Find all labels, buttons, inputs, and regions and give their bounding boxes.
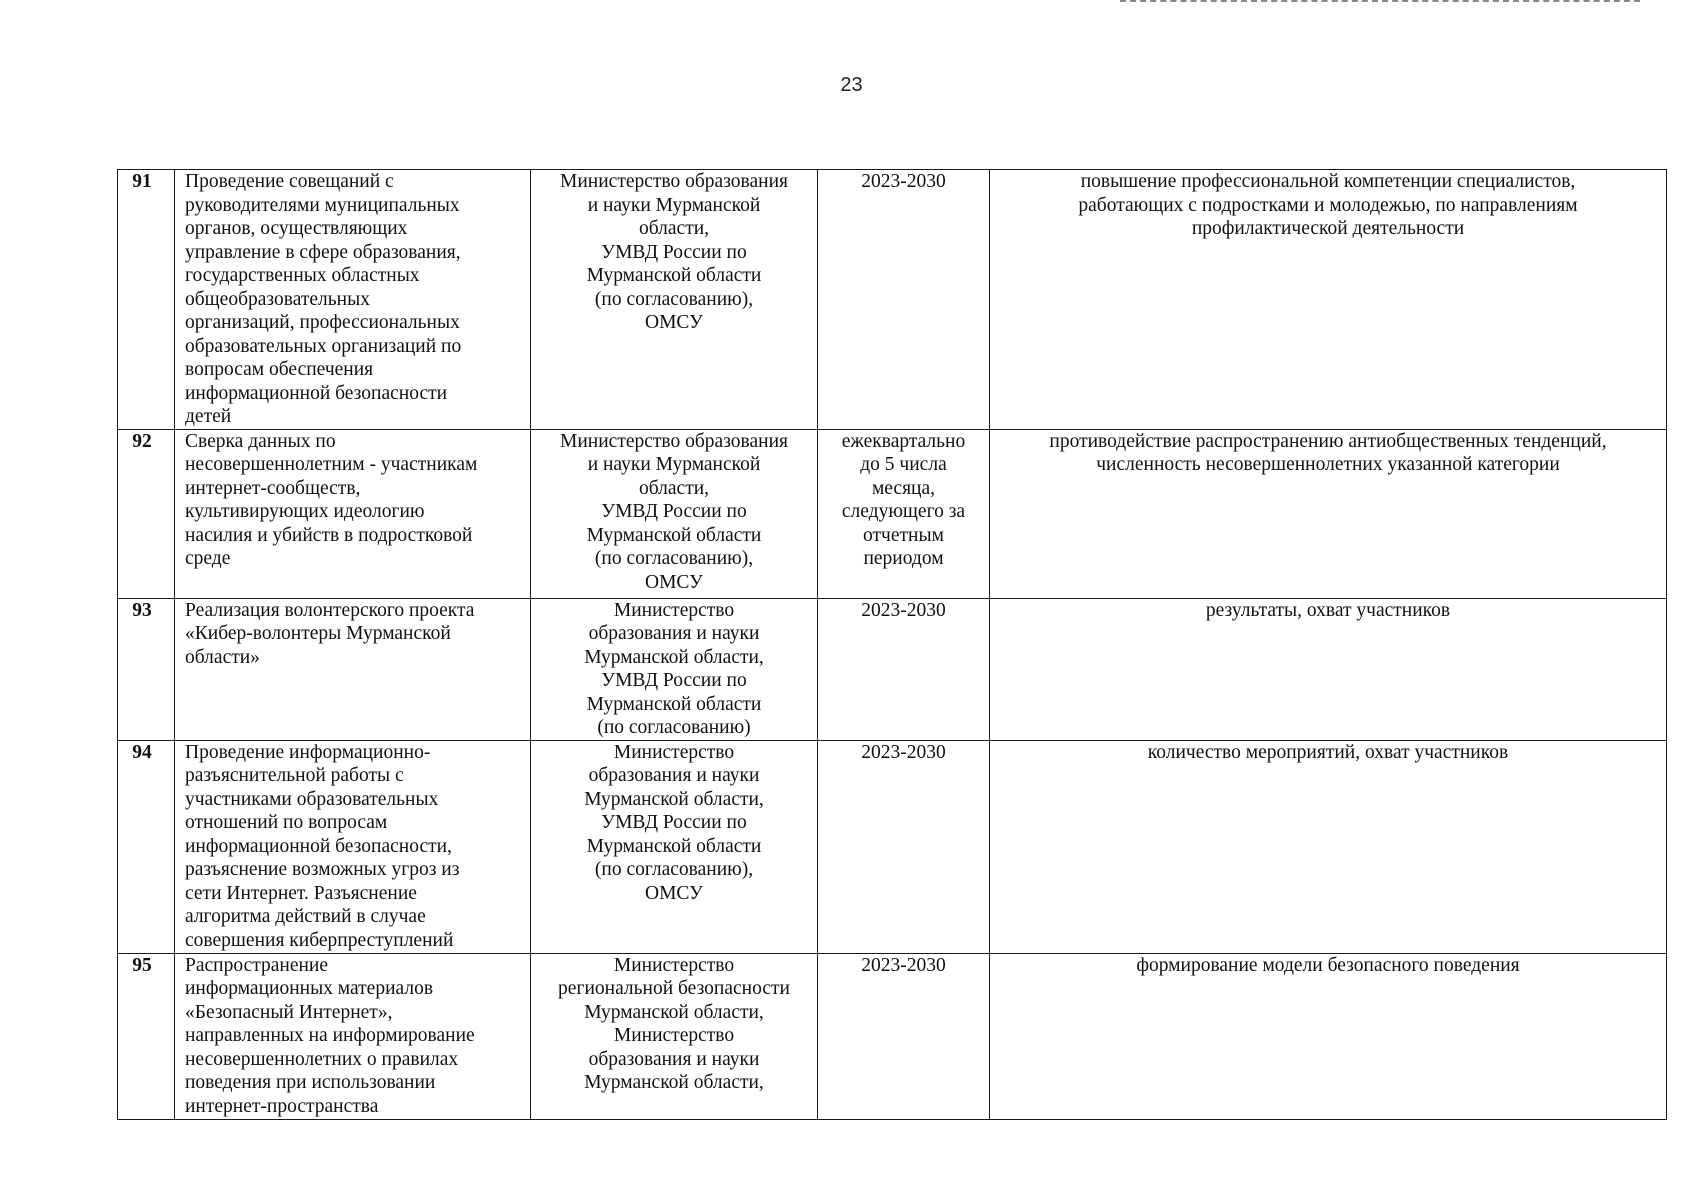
responsible-cell [531, 740, 818, 953]
result-cell [990, 953, 1667, 1119]
term-cell [818, 170, 990, 430]
result-cell [990, 740, 1667, 953]
event-text: Реализация волонтерского проекта «Кибер-волонтеры Мурманской области» [185, 599, 475, 668]
result-text: повышение профессиональной компетенции специалистов, работающих с подростками и молодежью, по направлениям профилактической деятельности [1078, 171, 1578, 239]
responsible-cell [531, 170, 818, 430]
term-text: 2023-2030 [861, 171, 946, 192]
responsible-text: Министерство образования и науки Мурманской области, УМВД России по Мурманской области (по согласованию) [584, 599, 764, 738]
result-text: формирование модели безопасного поведения [1136, 954, 1520, 976]
term-cell [818, 953, 990, 1119]
result-text: количество мероприятий, охват участников [1147, 741, 1509, 763]
scan-top-edge-mark [1120, 0, 1640, 5]
table-row [118, 740, 1667, 953]
event-text: Проведение совещаний с руководителями муниципальных органов, осуществляющих управление в сфере образования, государственных областных общеобразовательных организаций, профессиональных образовательных организаций по вопросам обеспечения информационной безопасности детей [185, 171, 462, 427]
event-cell [175, 598, 531, 740]
term-text: ежеквартально до 5 числа месяца, следующего за отчетным периодом [841, 430, 966, 569]
table-row [118, 598, 1667, 740]
event-text: Проведение информационно- разъяснительной работы с участниками образовательных отношений по вопросам информационной безопасности, разъяснение возможных угроз из сети Интернет. Разъяснение алгоритма действий в случае совершения киберпреступлений [185, 741, 460, 951]
table-row [118, 953, 1667, 1119]
result-text: результаты, охват участников [1205, 599, 1451, 621]
row-number: 92 [118, 429, 175, 598]
table-row [118, 429, 1667, 598]
responsible-cell [531, 598, 818, 740]
row-number: 91 [118, 170, 175, 430]
event-cell [175, 740, 531, 953]
term-text: 2023-2030 [861, 599, 946, 621]
responsible-text: Министерство региональной безопасности Мурманской области, Министерство образования и науки Мурманской области, [558, 954, 790, 1093]
term-cell [818, 740, 990, 953]
responsible-cell [531, 953, 818, 1119]
result-text: противодействие распространению антиобщественных тенденций, численность несовершеннолетних указанной категории [1049, 430, 1607, 475]
responsible-text: Министерство образования и науки Мурманской области, УМВД России по Мурманской области (по согласованию), ОМСУ [560, 171, 788, 333]
responsible-text: Министерство образования и науки Мурманской области, УМВД России по Мурманской области (по согласованию), ОМСУ [584, 741, 764, 904]
responsible-text: Министерство образования и науки Мурманской области, УМВД России по Мурманской области (по согласованию), ОМСУ [560, 430, 788, 593]
term-text: 2023-2030 [861, 741, 946, 763]
row-number: 93 [118, 598, 175, 740]
row-number: 94 [118, 740, 175, 953]
event-cell [175, 429, 531, 598]
event-cell [175, 170, 531, 430]
event-text: Распространение информационных материалов «Безопасный Интернет», направленных на информирование несовершеннолетних о правилах поведения при использовании интернет-пространства [185, 954, 475, 1117]
event-text: Сверка данных по несовершеннолетним - участникам интернет-сообществ, культивирующих идеологию насилия и убийств в подростковой среде [185, 430, 478, 569]
responsible-cell [531, 429, 818, 598]
term-text: 2023-2030 [861, 954, 946, 976]
measures-table [117, 169, 1667, 1120]
table-row [118, 170, 1667, 430]
result-cell [990, 598, 1667, 740]
result-cell [990, 429, 1667, 598]
row-number: 95 [118, 953, 175, 1119]
event-cell [175, 953, 531, 1119]
term-cell [818, 429, 990, 598]
page-number: 23 [840, 74, 863, 96]
result-cell [990, 170, 1667, 430]
term-cell [818, 598, 990, 740]
